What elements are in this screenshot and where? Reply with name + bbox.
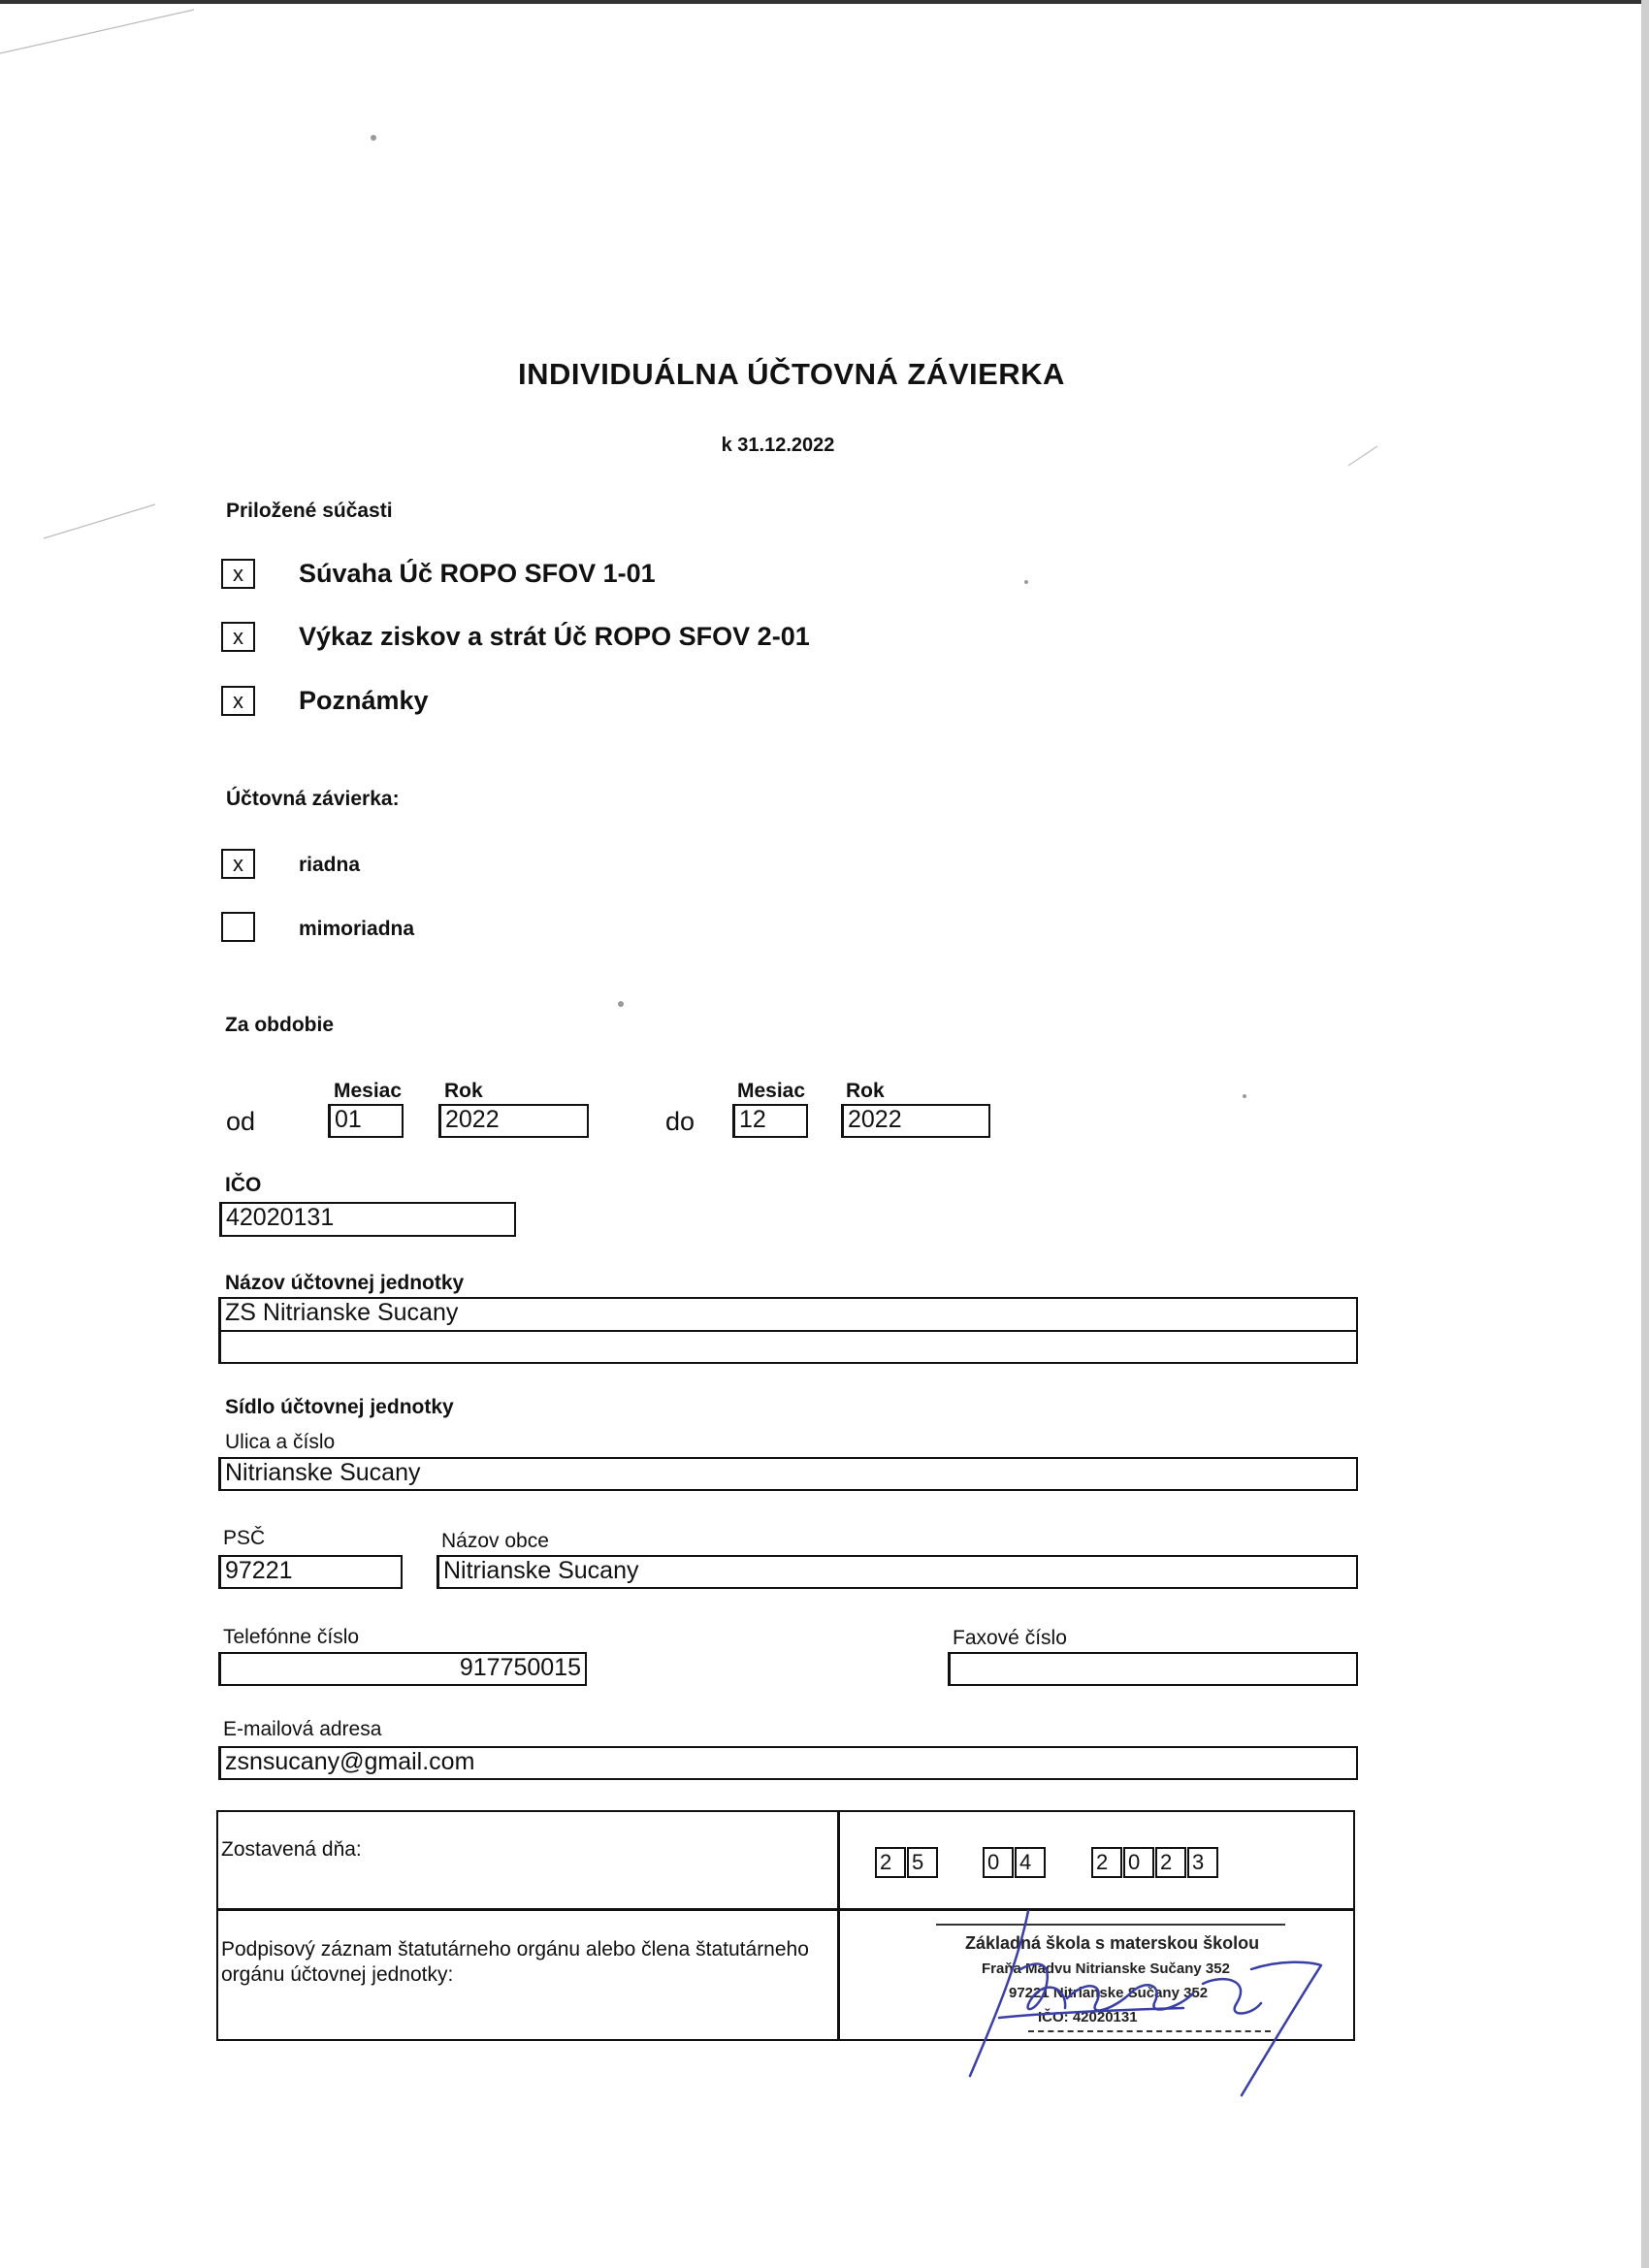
attachments-heading: Priložené súčasti: [226, 500, 393, 522]
street-label: Ulica a číslo: [225, 1431, 336, 1453]
compiled-label: Zostavená dňa:: [221, 1838, 362, 1861]
ico-label: IČO: [225, 1174, 262, 1196]
signature-label-line1: Podpisový záznam štatutárneho orgánu alebo člena štatutárneho: [221, 1938, 809, 1960]
attachment-checkbox-suvaha[interactable]: x: [221, 559, 255, 589]
stamp-line-1: Základná škola s materskou školou: [965, 1933, 1260, 1953]
period-to-month-label: Mesiac: [737, 1080, 806, 1102]
compiled-day-digit-2[interactable]: 5: [907, 1847, 938, 1878]
stamp-line-2: Fraňa Madvu Nitrianske Sučany 352: [982, 1960, 1230, 1977]
period-from-year-field[interactable]: 2022: [438, 1104, 589, 1138]
statement-type-heading: Účtovná závierka:: [226, 788, 400, 810]
entity-name-label: Názov účtovnej jednotky: [225, 1272, 465, 1294]
compiled-year-digit-3[interactable]: 2: [1155, 1847, 1186, 1878]
period-from-year-label: Rok: [444, 1080, 483, 1102]
period-to-month-field[interactable]: 12: [732, 1104, 808, 1138]
stamp-line-4: IČO: 42020131: [1038, 2009, 1138, 2025]
entity-name-field-line1[interactable]: ZS Nitrianske Sucany: [218, 1297, 1358, 1331]
psc-label: PSČ: [223, 1527, 266, 1549]
attachment-checkbox-vykaz[interactable]: x: [221, 622, 255, 652]
stamp-line-3: 97221 Nitrianske Sučany 352: [1009, 1985, 1209, 2001]
compiled-day-digit-1[interactable]: 2: [875, 1847, 906, 1878]
phone-label: Telefónne číslo: [223, 1626, 360, 1648]
city-label: Názov obce: [441, 1530, 549, 1552]
email-label: E-mailová adresa: [223, 1718, 382, 1740]
phone-field[interactable]: 917750015: [218, 1652, 587, 1686]
email-field[interactable]: zsnsucany@gmail.com: [218, 1746, 1358, 1780]
period-from-label: od: [226, 1107, 256, 1136]
compiled-year-digit-1[interactable]: 2: [1091, 1847, 1122, 1878]
fax-label: Faxové číslo: [953, 1627, 1067, 1649]
period-to-year-label: Rok: [846, 1080, 885, 1102]
compiled-year-digit-4[interactable]: 3: [1187, 1847, 1218, 1878]
statement-checkbox-riadna[interactable]: x: [221, 849, 255, 879]
attachment-label-suvaha: Súvaha Úč ROPO SFOV 1-01: [299, 559, 656, 588]
compiled-month-digit-1[interactable]: 0: [983, 1847, 1014, 1878]
document-title: INDIVIDUÁLNA ÚČTOVNÁ ZÁVIERKA: [518, 357, 1065, 391]
ico-field[interactable]: 42020131: [219, 1202, 516, 1237]
street-field[interactable]: Nitrianske Sucany: [218, 1457, 1358, 1491]
period-from-month-field[interactable]: 01: [328, 1104, 404, 1138]
document-date: k 31.12.2022: [721, 435, 835, 456]
period-from-month-label: Mesiac: [334, 1080, 403, 1102]
attachment-label-vykaz: Výkaz ziskov a strát Úč ROPO SFOV 2-01: [299, 622, 810, 651]
period-to-year-field[interactable]: 2022: [841, 1104, 990, 1138]
period-heading: Za obdobie: [225, 1014, 334, 1036]
attachment-label-poznamky: Poznámky: [299, 686, 429, 715]
compiled-year-digit-2[interactable]: 0: [1123, 1847, 1154, 1878]
compiled-month-digit-2[interactable]: 4: [1015, 1847, 1046, 1878]
attachment-checkbox-poznamky[interactable]: x: [221, 686, 255, 716]
period-to-label: do: [665, 1107, 695, 1136]
psc-field[interactable]: 97221: [218, 1555, 403, 1589]
seat-heading: Sídlo účtovnej jednotky: [225, 1396, 454, 1418]
statement-label-mimoriadna: mimoriadna: [299, 918, 415, 940]
city-field[interactable]: Nitrianske Sucany: [436, 1555, 1358, 1589]
signature-label-line2: orgánu účtovnej jednotky:: [221, 1963, 454, 1986]
statement-label-riadna: riadna: [299, 854, 361, 876]
